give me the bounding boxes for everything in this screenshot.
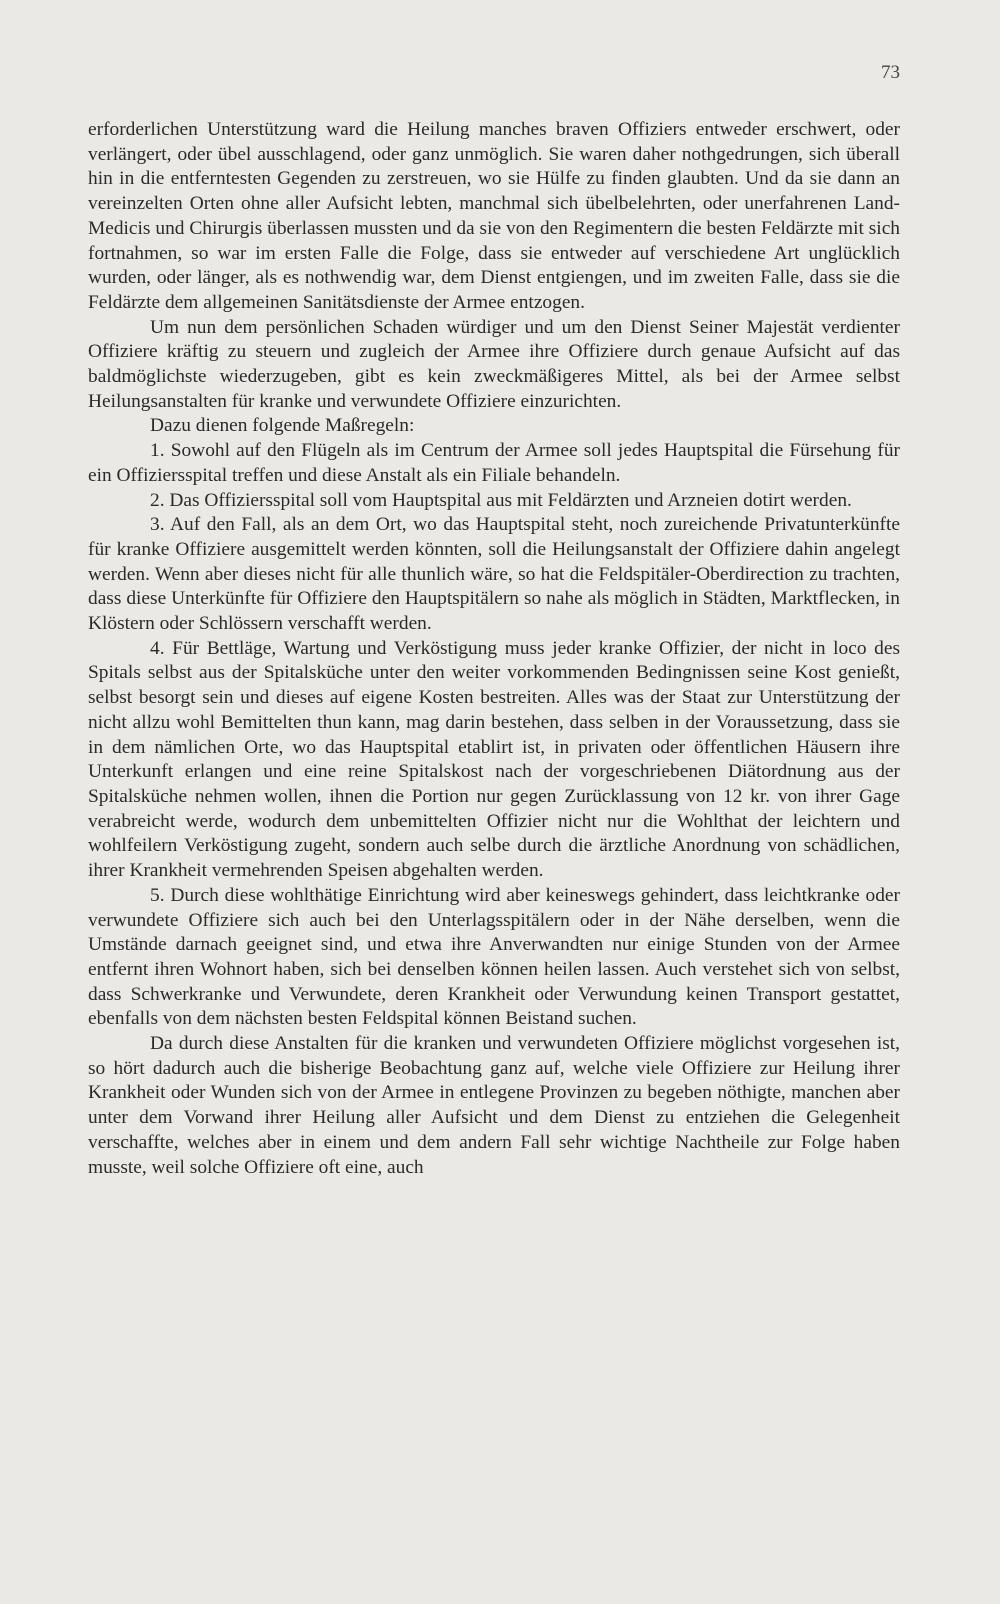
paragraph: Dazu dienen folgende Maßregeln:	[150, 415, 415, 437]
paragraph: Da durch diese Anstalten für die kranken und verwundeten Offiziere möglichst vorgesehen ist, so hört dadurch auch die bisherige Beobachtung ganz auf, welche viele Offiziere zur Heilung ihrer Krankheit oder Wunden sich von der Armee in entlegene Provinzen zu begeben nöthigte, manchen aber unter dem Vorwand ihrer Heilung aller Aufsicht und dem Dienst zu entziehen die Gelegenheit verschaffte, welches aber in einem und dem andern Fall sehr wichtige Nachtheile zur Folge haben musste, weil solche Offiziere oft eine, auch	[88, 1033, 900, 1178]
list-item: 2. Das Offiziersspital soll vom Hauptspital aus mit Feldärzten und Arzneien dotirt werden.	[150, 489, 852, 511]
paragraph: Um nun dem persönlichen Schaden würdiger und um den Dienst Seiner Majestät verdienter Offiziere kräftig zu steuern und zugleich der Armee ihre Offiziere durch genaue Aufsicht auf das baldmöglichste wiederzugeben, gibt es kein zweckmäßigeres Mittel, als bei der Armee selbst Heilungsanstalten für kranke und verwundete Offiziere einzurichten.	[88, 316, 900, 412]
body-text	[88, 118, 900, 1180]
list-item: 3. Auf den Fall, als an dem Ort, wo das Hauptspital steht, noch zureichende Privatunterkünfte für kranke Offiziere ausgemittelt werden könnten, soll die Heilungsanstalt der Offiziere dahin angelegt werden. Wenn aber dieses nicht für alle thunlich wäre, so hat die Feldspitäler-Oberdirection zu trachten, dass diese Unterkünfte für Offiziere den Hauptspitälern so nahe als möglich in Städten, Marktflecken, in Klöstern oder Schlössern verschafft werden.	[88, 514, 900, 635]
list-item: 1. Sowohl auf den Flügeln als im Centrum der Armee soll jedes Hauptspital die Fürsehung für ein Offiziersspital treffen und diese Anstalt als ein Filiale behandeln.	[88, 440, 900, 486]
list-item: 5. Durch diese wohlthätige Einrichtung wird aber keineswegs gehindert, dass leichtkranke oder verwundete Offiziere sich auch bei den Unterlagsspitälern oder in der Nähe derselben, wenn die Umstände darnach geeignet sind, und etwa ihre Anverwandten nur einige Stunden von der Armee entfernt ihren Wohnort haben, sich bei denselben können heilen lassen. Auch verstehet sich von selbst, dass Schwerkranke und Verwundete, deren Krankheit oder Verwundung keinen Transport gestattet, ebenfalls von dem nächsten besten Feldspital können Beistand suchen.	[88, 884, 900, 1030]
paragraph: erforderlichen Unterstützung ward die Heilung manches braven Offiziers entweder erschwert, oder verlängert, oder übel ausschlagend, oder ganz unmöglich. Sie waren daher nothgedrungen, sich überall hin in die entferntesten Gegenden zu zerstreuen, wo sie Hülfe zu finden glaubten. Und da sie dann an vereinzelten Orten ohne aller Aufsicht lebten, manchmal sich übelbelehrten, oder unerfahrenen Land-Medicis und Chirurgis überlassen mussten und da sie von den Regimentern die besten Feldärzte mit sich fortnahmen, so war im ersten Falle die Folge, dass sie entweder auf verschiedene Art unglücklich wurden, oder länger, als es nothwendig war, dem Dienst entgiengen, und im zweiten Falle, dass sie die Feldärzte dem allgemeinen Sanitätsdienste der Armee entzogen.	[88, 119, 900, 313]
page-number: 73	[881, 62, 900, 83]
list-item: 4. Für Bettläge, Wartung und Verköstigung muss jeder kranke Offizier, der nicht in loco des Spitals selbst aus der Spitalsküche unter den weiter vorkommenden Bedingnissen seine Kost genießt, selbst besorgt sein und dieses auf eigene Kosten bestreiten. Alles was der Staat zur Unterstützung der nicht allzu wohl Bemittelten thun kann, mag darin bestehen, dass selben in der Voraussetzung, dass sie in dem nämlichen Orte, wo das Hauptspital etablirt ist, in privaten oder öffentlichen Häusern ihre Unterkunft erlangen und eine reine Spitalskost nach der vorgeschriebenen Diätordnung aus der Spitalsküche nehmen wollen, ihnen die Portion nur gegen Zurücklassung von 12 kr. von ihrer Gage verabreicht werde, wodurch dem unbemittelten Offizier nicht nur die Wohlthat der leichtern und wohlfeilern Verköstigung zugeht, sondern auch selbe durch die ärztliche Anordnung von schädlichen, ihrer Krankheit vermehrenden Speisen abgehalten werden.	[88, 637, 900, 882]
